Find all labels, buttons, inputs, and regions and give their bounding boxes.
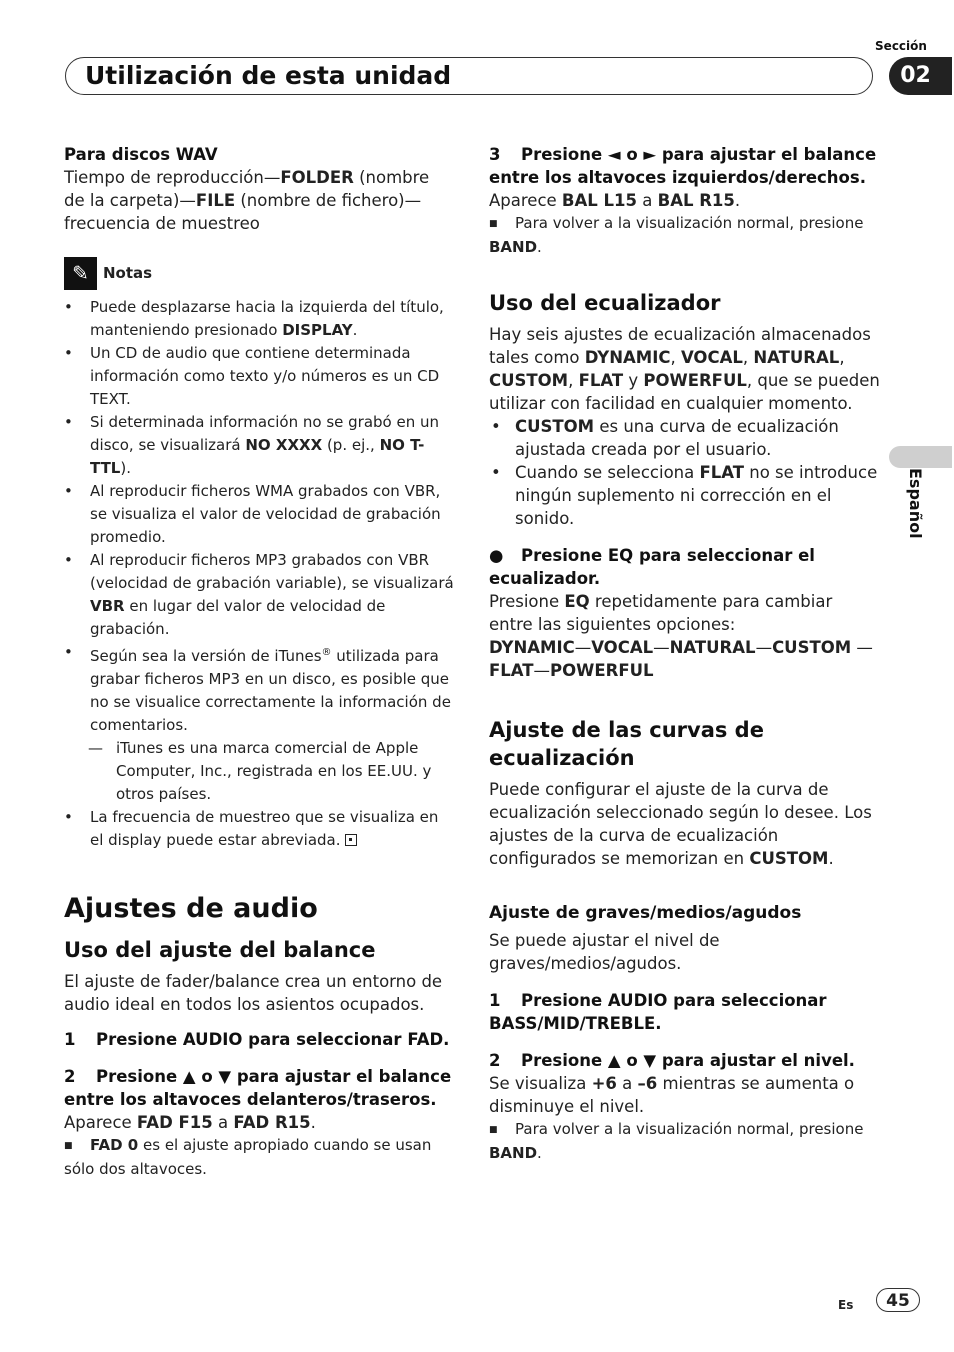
page-number: 45 bbox=[876, 1288, 920, 1312]
equalizer-list bbox=[489, 415, 881, 530]
notes-list bbox=[64, 296, 454, 852]
step-1: 1 Presione AUDIO para seleccionar FAD. bbox=[64, 1030, 450, 1049]
balance-heading: Uso del ajuste del balance bbox=[64, 938, 376, 962]
list-item: • Según sea la versión de iTunes® utilizada para grabar ficheros MP3 en un disco, es posible que no se visualice correctamente la información de comentarios. bbox=[64, 641, 454, 737]
chapter-title: Utilización de esta unidad bbox=[85, 61, 452, 90]
left-column bbox=[64, 143, 454, 1181]
list-subitem: — iTunes es una marca comercial de Apple Computer, Inc., registrada en los EE.UU. y otros países. bbox=[64, 737, 454, 806]
right-column bbox=[489, 143, 881, 1165]
step-3-note: ■ Para volver a la visualización normal, presione BAND. bbox=[489, 212, 881, 259]
notes-label: Notas bbox=[103, 264, 153, 282]
step-2-body: Aparece FAD F15 a FAD R15. bbox=[64, 1113, 316, 1132]
end-of-section-icon bbox=[345, 834, 357, 846]
section-heading: Ajustes de audio bbox=[64, 893, 318, 924]
list-item: • La frecuencia de muestreo que se visualiza en el display puede estar abreviada. bbox=[64, 806, 454, 852]
equalizer-body: Hay seis ajustes de ecualización almacenados tales como DYNAMIC, VOCAL, NATURAL, CUSTOM, FLAT y POWERFUL, que se pueden utilizar con facilidad en cualquier momento. bbox=[489, 325, 880, 413]
pencil-icon: ✎ bbox=[64, 257, 97, 290]
bmt-step-2: 2 Presione ▲ o ▼ para ajustar el nivel. bbox=[489, 1051, 855, 1070]
wav-body: Tiempo de reproducción—FOLDER (nombre de la carpeta)—FILE (nombre de fichero)—frecuencia de muestreo bbox=[64, 168, 430, 233]
equalizer-heading: Uso del ecualizador bbox=[489, 291, 721, 315]
language-tab bbox=[889, 446, 952, 468]
bmt-step-2-body: Se visualiza +6 a –6 mientras se aumenta o disminuye el nivel. bbox=[489, 1074, 855, 1116]
list-item: • Si determinada información no se grabó en un disco, se visualizará NO XXXX (p. ej., NO T-TTL). bbox=[64, 411, 454, 480]
step-2-note: ■ FAD 0 es el ajuste apropiado cuando se usan sólo dos altavoces. bbox=[64, 1134, 454, 1181]
step-3: 3 Presione ◄ o ► para ajustar el balance entre los altavoces izquierdos/derechos. bbox=[489, 145, 877, 187]
notes-header bbox=[64, 257, 454, 290]
eq-options: DYNAMIC—VOCAL—NATURAL—CUSTOM —FLAT—POWERFUL bbox=[489, 638, 873, 680]
step-2: 2 Presione ▲ o ▼ para ajustar el balance entre los altavoces delanteros/traseros. bbox=[64, 1067, 452, 1109]
curves-heading: Ajuste de las curvas de ecualización bbox=[489, 718, 764, 770]
eq-step-body: Presione EQ repetidamente para cambiar entre las siguientes opciones: bbox=[489, 592, 833, 634]
balance-body: El ajuste de fader/balance crea un entorno de audio ideal en todos los asientos ocupados. bbox=[64, 972, 443, 1014]
wav-heading: Para discos WAV bbox=[64, 145, 218, 164]
list-item: • Al reproducir ficheros MP3 grabados con VBR (velocidad de grabación variable), se visualizará VBR en lugar del valor de velocidad de grabación. bbox=[64, 549, 454, 641]
bmt-step-2-note: ■ Para volver a la visualización normal, presione BAND. bbox=[489, 1118, 881, 1165]
footer-language: Es bbox=[838, 1298, 854, 1312]
language-label: Español bbox=[906, 468, 925, 539]
list-item: • Un CD de audio que contiene determinada información como texto y/o números es un CD TEXT. bbox=[64, 342, 454, 411]
list-item: • CUSTOM es una curva de ecualización ajustada creada por el usuario. bbox=[489, 415, 881, 461]
section-label: Sección bbox=[875, 39, 927, 53]
list-item: • Puede desplazarse hacia la izquierda del título, manteniendo presionado DISPLAY. bbox=[64, 296, 454, 342]
bass-mid-treble-body: Se puede ajustar el nivel de graves/medios/agudos. bbox=[489, 931, 720, 973]
eq-step: ● Presione EQ para seleccionar el ecualizador. bbox=[489, 546, 815, 588]
language-label-wrap bbox=[880, 468, 940, 558]
list-item: • Al reproducir ficheros WMA grabados con VBR, se visualiza el valor de velocidad de grabación promedio. bbox=[64, 480, 454, 549]
bass-mid-treble-heading: Ajuste de graves/medios/agudos bbox=[489, 903, 802, 923]
list-item: • Cuando se selecciona FLAT no se introduce ningún suplemento ni corrección en el sonido. bbox=[489, 461, 881, 530]
bmt-step-1: 1 Presione AUDIO para seleccionar BASS/MID/TREBLE. bbox=[489, 991, 827, 1033]
curves-body: Puede configurar el ajuste de la curva de ecualización seleccionado según lo desee. Los ajustes de la curva de ecualización configurados se memorizan en CUSTOM. bbox=[489, 780, 872, 868]
section-number: 02 bbox=[889, 57, 952, 95]
step-3-body: Aparece BAL L15 a BAL R15. bbox=[489, 191, 741, 210]
